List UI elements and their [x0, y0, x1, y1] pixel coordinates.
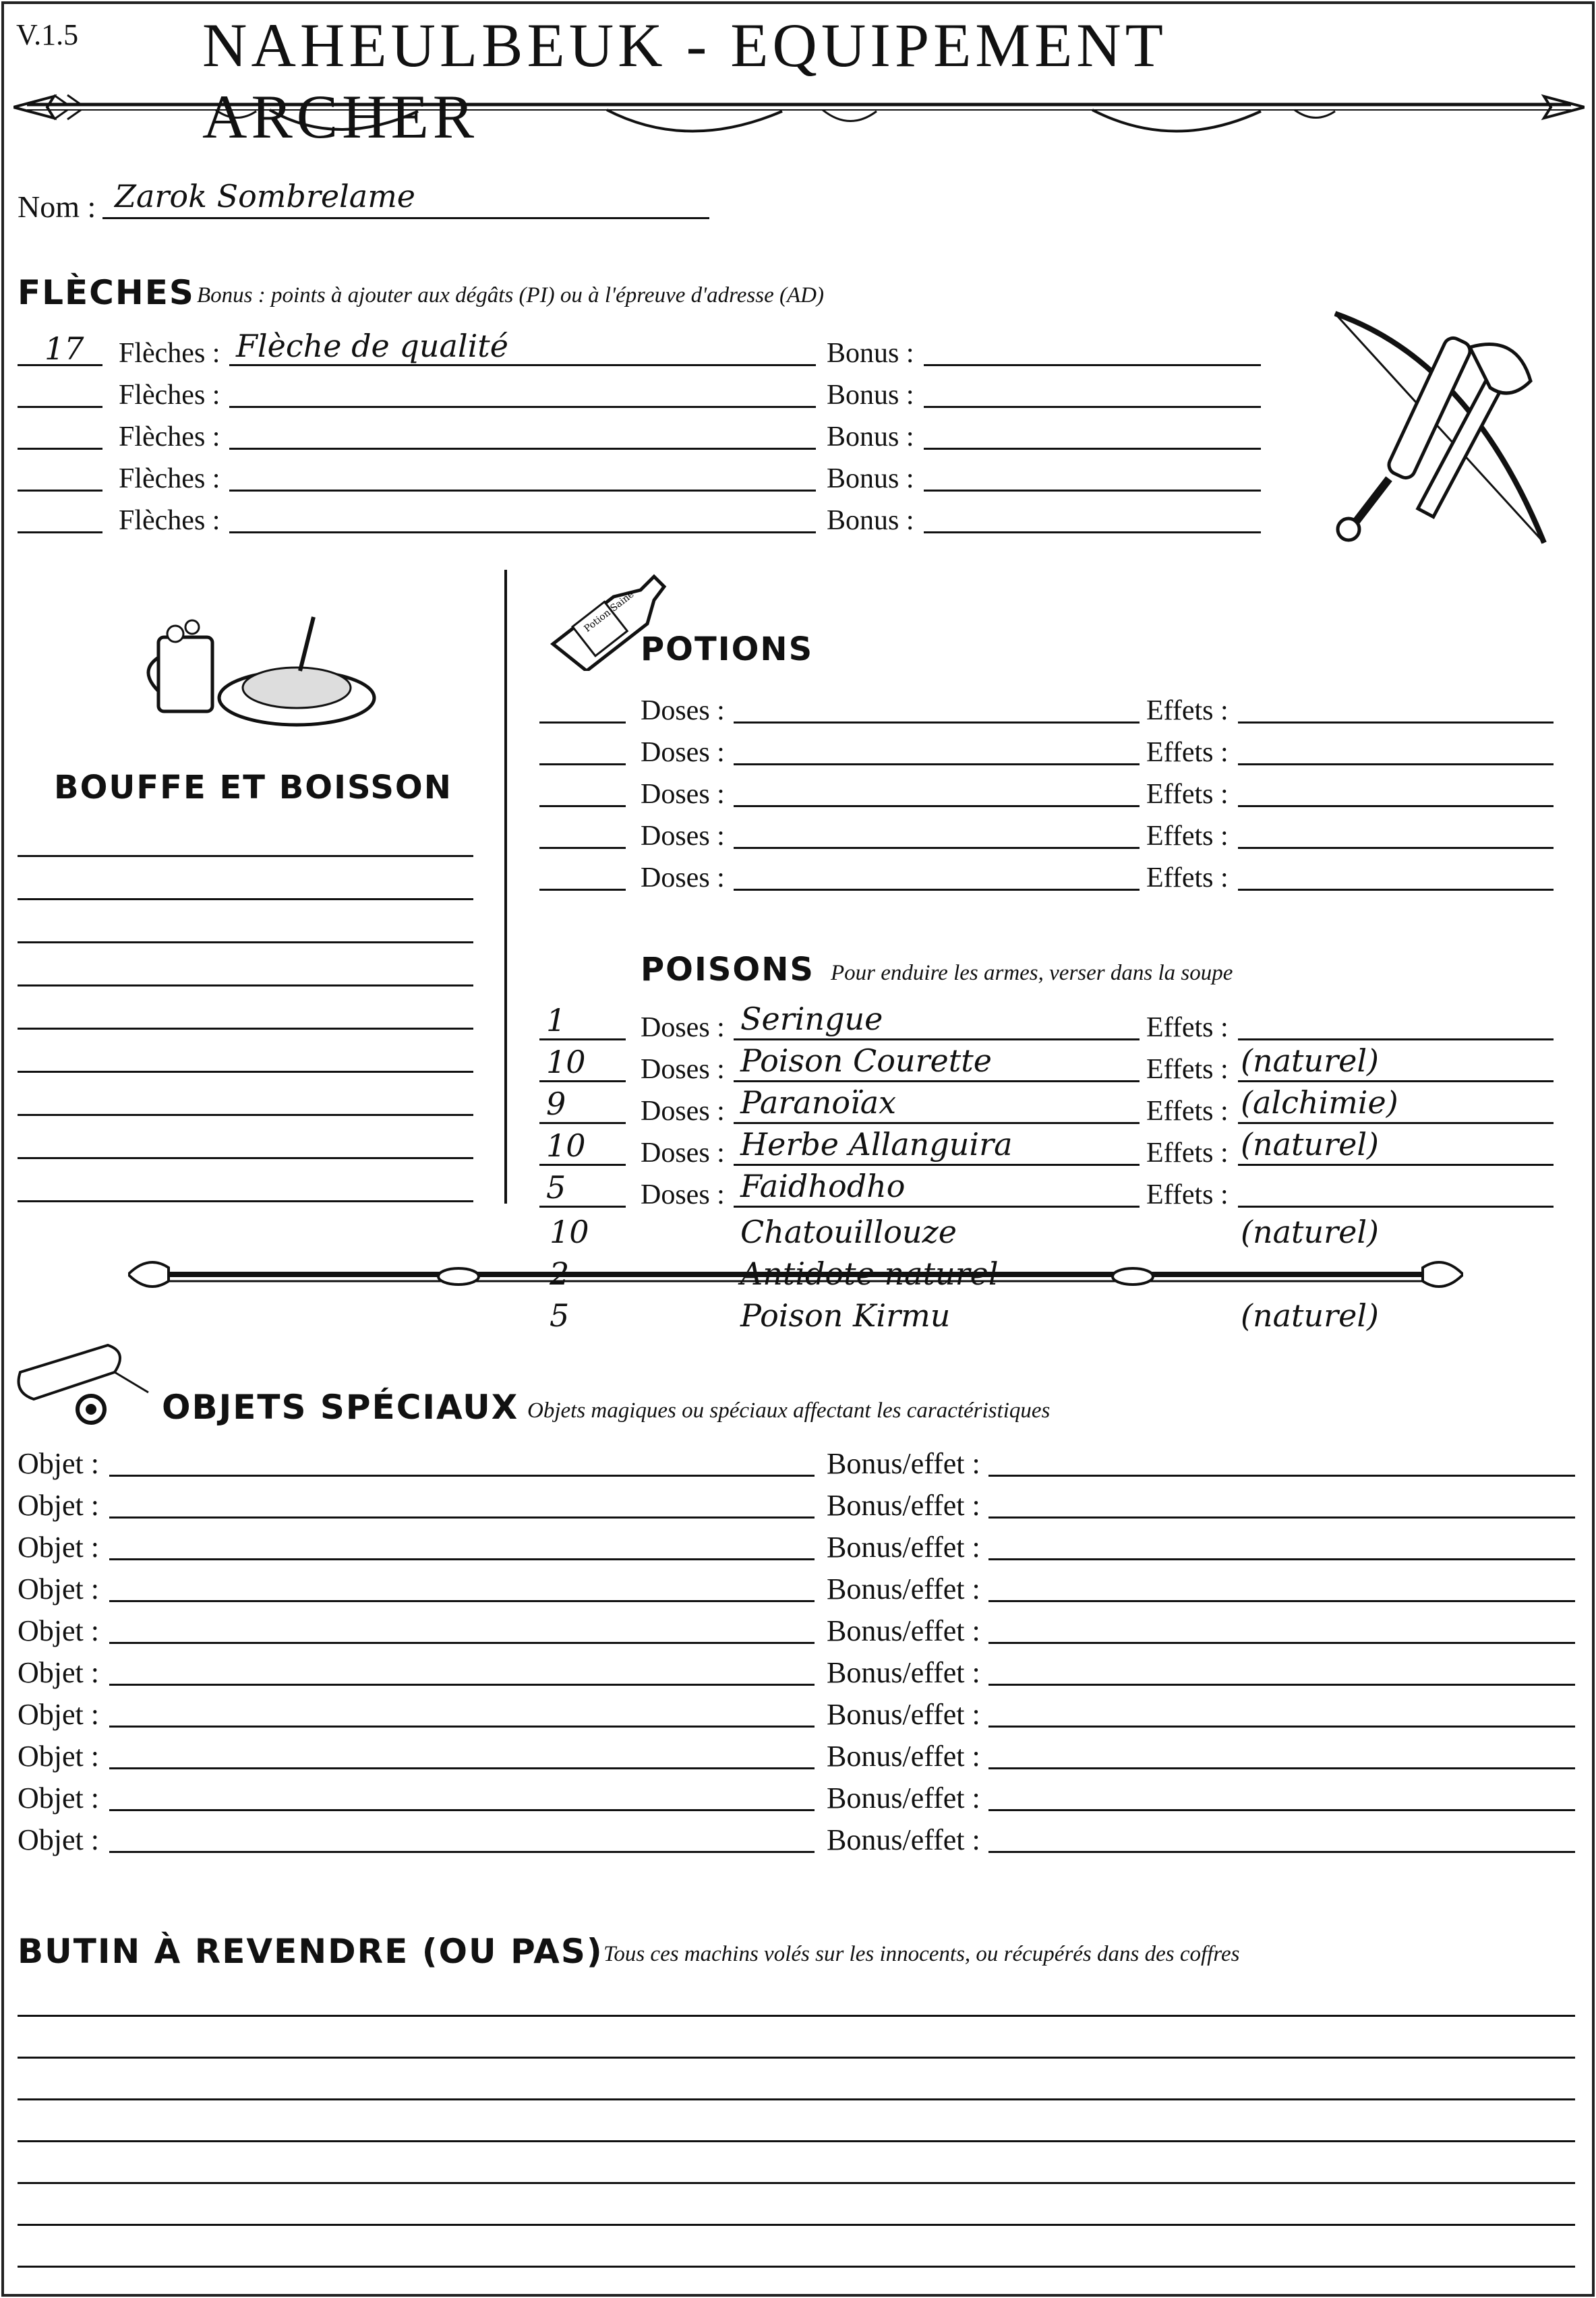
fleches-bonus-line: [924, 531, 1261, 533]
poison-dose[interactable]: Seringue: [740, 1001, 883, 1037]
poison-doses-label: Doses :: [641, 1054, 725, 1085]
objet-bonus-label: Bonus/effet :: [827, 1531, 980, 1564]
objet-line[interactable]: [109, 1558, 815, 1560]
potion-effet-line: [1238, 721, 1554, 724]
scroll-ring-illustration: [13, 1338, 155, 1433]
potion-dose-line: [734, 889, 1140, 891]
objet-bonus-label: Bonus/effet :: [827, 1656, 980, 1689]
fleches-note: Bonus : points à ajouter aux dégâts (PI) ou à l'épreuve d'adresse (AD): [197, 283, 824, 307]
objet-label: Objet :: [18, 1698, 99, 1731]
potion-effets-label: Effets :: [1146, 737, 1229, 768]
butin-title: BUTIN À REVENDRE (OU PAS): [18, 1932, 603, 1971]
objet-bonus-label: Bonus/effet :: [827, 1447, 980, 1480]
objet-line[interactable]: [109, 1809, 815, 1811]
objet-bonus-line[interactable]: [988, 1767, 1575, 1769]
bouffe-line[interactable]: [18, 1114, 473, 1116]
objet-bonus-line[interactable]: [988, 1475, 1575, 1477]
arrow-banner-illustration: [13, 84, 1585, 152]
poison-effet[interactable]: (alchimie): [1241, 1084, 1398, 1121]
page-title: NAHEULBEUK - EQUIPEMENT ARCHER: [202, 11, 1166, 151]
objet-line[interactable]: [109, 1475, 815, 1477]
potion-dose-line: [734, 847, 1140, 849]
fleches-bonus-label: Bonus :: [827, 380, 914, 411]
objet-label: Objet :: [18, 1823, 99, 1856]
potion-qty-line: [539, 847, 626, 849]
bouffe-line[interactable]: [18, 941, 473, 943]
objet-line[interactable]: [109, 1600, 815, 1602]
nom-label: Nom :: [18, 189, 96, 224]
food-drink-illustration: [138, 603, 381, 738]
poison-qty-line: [539, 1038, 626, 1040]
fleches-qty-line: [18, 490, 102, 492]
objet-bonus-label: Bonus/effet :: [827, 1698, 980, 1731]
poison-extra-effet[interactable]: (naturel): [1241, 1214, 1379, 1250]
fleches-name-line: [229, 406, 816, 408]
objet-bonus-label: Bonus/effet :: [827, 1489, 980, 1522]
objets-title: OBJETS SPÉCIAUX: [162, 1388, 519, 1427]
fleches-qty-line: [18, 406, 102, 408]
objet-line[interactable]: [109, 1851, 815, 1853]
poison-extra-qty[interactable]: 2: [550, 1256, 570, 1292]
butin-line[interactable]: [18, 2057, 1575, 2059]
objet-label: Objet :: [18, 1614, 99, 1647]
potion-dose-line: [734, 805, 1140, 807]
potion-effets-label: Effets :: [1146, 821, 1229, 852]
poison-qty[interactable]: 1: [546, 1002, 566, 1038]
poison-qty-line: [539, 1206, 626, 1208]
poison-extra-dose[interactable]: Chatouillouze: [740, 1214, 957, 1250]
butin-line[interactable]: [18, 2098, 1575, 2100]
poison-qty-line: [539, 1122, 626, 1124]
poison-dose[interactable]: Paranoïax: [740, 1084, 897, 1121]
poison-doses-label: Doses :: [641, 1012, 725, 1043]
fleches-name-line: [229, 490, 816, 492]
potions-title: POTIONS: [641, 630, 814, 668]
poison-effet-line: [1238, 1164, 1554, 1166]
poison-dose[interactable]: Faidhodho: [740, 1168, 906, 1204]
fleches-bonus-label: Bonus :: [827, 463, 914, 494]
objet-bonus-line[interactable]: [988, 1558, 1575, 1560]
butin-line[interactable]: [18, 2266, 1575, 2268]
nom-value[interactable]: Zarok Sombrelame: [115, 178, 416, 214]
fleches-bonus-line: [924, 364, 1261, 366]
bouffe-title: BOUFFE ET BOISSON: [54, 769, 452, 806]
bouffe-line[interactable]: [18, 1157, 473, 1159]
potion-effet-line: [1238, 763, 1554, 765]
poisons-note: Pour enduire les armes, verser dans la soupe: [831, 961, 1233, 985]
poison-doses-label: Doses :: [641, 1138, 725, 1169]
potion-doses-label: Doses :: [641, 821, 725, 852]
poison-effet[interactable]: (naturel): [1241, 1042, 1379, 1079]
butin-line[interactable]: [18, 2140, 1575, 2142]
poison-extra-qty[interactable]: 5: [550, 1297, 570, 1334]
poison-effet-line: [1238, 1080, 1554, 1082]
objet-bonus-label: Bonus/effet :: [827, 1823, 980, 1856]
objet-line[interactable]: [109, 1684, 815, 1686]
bouffe-line[interactable]: [18, 984, 473, 986]
potion-dose-line: [734, 763, 1140, 765]
poison-qty-line: [539, 1164, 626, 1166]
objet-bonus-label: Bonus/effet :: [827, 1781, 980, 1815]
fleches-name-line: [229, 364, 816, 366]
objet-label: Objet :: [18, 1447, 99, 1480]
fleches-name-line: [229, 531, 816, 533]
potion-qty-line: [539, 889, 626, 891]
weapons-illustration: [1315, 307, 1571, 556]
potion-qty-line: [539, 805, 626, 807]
potion-qty-line: [539, 763, 626, 765]
potion-doses-label: Doses :: [641, 779, 725, 810]
poison-doses-label: Doses :: [641, 1179, 725, 1210]
poison-qty-line: [539, 1080, 626, 1082]
potion-effets-label: Effets :: [1146, 862, 1229, 893]
poison-effets-label: Effets :: [1146, 1054, 1229, 1085]
butin-line[interactable]: [18, 2224, 1575, 2226]
potion-dose-line: [734, 721, 1140, 724]
poison-extra-qty[interactable]: 10: [550, 1214, 589, 1250]
bouffe-line[interactable]: [18, 1200, 473, 1202]
objet-bonus-line[interactable]: [988, 1726, 1575, 1728]
poison-dose[interactable]: Poison Courette: [740, 1042, 992, 1079]
fleches-qty-line: [18, 448, 102, 450]
fleches-title: FLÈCHES: [18, 273, 195, 312]
objet-bonus-label: Bonus/effet :: [827, 1572, 980, 1605]
fleches-bonus-line: [924, 448, 1261, 450]
potion-bottle-label: Potion Saine: [582, 589, 637, 635]
poison-extra-dose[interactable]: Antidote naturel: [740, 1256, 999, 1292]
poison-effet-line: [1238, 1206, 1554, 1208]
poison-dose-line: [734, 1206, 1140, 1208]
objet-bonus-line[interactable]: [988, 1600, 1575, 1602]
bouffe-line[interactable]: [18, 1028, 473, 1030]
objet-line[interactable]: [109, 1726, 815, 1728]
fleches-bonus-label: Bonus :: [827, 505, 914, 536]
poison-qty[interactable]: 5: [546, 1169, 566, 1206]
version-label: V.1.5: [16, 18, 79, 51]
poison-effets-label: Effets :: [1146, 1138, 1229, 1169]
nom-underline: [102, 217, 709, 219]
poison-effet-line: [1238, 1122, 1554, 1124]
objet-label: Objet :: [18, 1489, 99, 1522]
poison-dose-line: [734, 1164, 1140, 1166]
fleches-label: Flèches :: [119, 421, 220, 452]
potion-effet-line: [1238, 805, 1554, 807]
fleches-bonus-label: Bonus :: [827, 338, 914, 369]
objet-bonus-line[interactable]: [988, 1684, 1575, 1686]
objet-label: Objet :: [18, 1656, 99, 1689]
fleches-name[interactable]: Flèche de qualité: [236, 328, 509, 364]
potion-effets-label: Effets :: [1146, 779, 1229, 810]
butin-note: Tous ces machins volés sur les innocents, ou récupérés dans des coffres: [603, 1942, 1240, 1966]
potion-effets-label: Effets :: [1146, 695, 1229, 726]
objet-bonus-label: Bonus/effet :: [827, 1614, 980, 1647]
fleches-label: Flèches :: [119, 463, 220, 494]
fleches-label: Flèches :: [119, 338, 220, 369]
potion-qty-line: [539, 721, 626, 724]
poison-qty[interactable]: 9: [546, 1086, 566, 1122]
butin-line[interactable]: [18, 2015, 1575, 2017]
objet-line[interactable]: [109, 1516, 815, 1519]
poison-effets-label: Effets :: [1146, 1179, 1229, 1210]
fleches-bonus-line: [924, 406, 1261, 408]
objet-line[interactable]: [109, 1767, 815, 1769]
poison-effets-label: Effets :: [1146, 1012, 1229, 1043]
poison-effet-line: [1238, 1038, 1554, 1040]
poison-doses-label: Doses :: [641, 1096, 725, 1127]
poison-effets-label: Effets :: [1146, 1096, 1229, 1127]
objet-label: Objet :: [18, 1531, 99, 1564]
objet-label: Objet :: [18, 1740, 99, 1773]
potion-doses-label: Doses :: [641, 695, 725, 726]
bouffe-line[interactable]: [18, 1071, 473, 1073]
poison-extra-dose[interactable]: Poison Kirmu: [740, 1297, 951, 1334]
fleches-bonus-line: [924, 490, 1261, 492]
objets-note: Objets magiques ou spéciaux affectant les caractéristiques: [527, 1398, 1051, 1423]
potion-doses-label: Doses :: [641, 737, 725, 768]
poisons-title: POISONS: [641, 951, 815, 989]
objet-bonus-line[interactable]: [988, 1809, 1575, 1811]
objet-bonus-line[interactable]: [988, 1516, 1575, 1519]
fleches-label: Flèches :: [119, 505, 220, 536]
objet-bonus-line[interactable]: [988, 1851, 1575, 1853]
potion-effet-line: [1238, 847, 1554, 849]
poison-extra-effet[interactable]: (naturel): [1241, 1297, 1379, 1334]
poison-dose[interactable]: Herbe Allanguira: [740, 1126, 1013, 1162]
fleches-qty-line: [18, 531, 102, 533]
objet-line[interactable]: [109, 1642, 815, 1644]
fleches-bonus-label: Bonus :: [827, 421, 914, 452]
fleches-qty[interactable]: 17: [45, 330, 84, 367]
fleches-label: Flèches :: [119, 380, 220, 411]
bouffe-line[interactable]: [18, 855, 473, 857]
potion-doses-label: Doses :: [641, 862, 725, 893]
poison-qty[interactable]: 10: [546, 1044, 586, 1080]
objet-bonus-label: Bonus/effet :: [827, 1740, 980, 1773]
poison-effet[interactable]: (naturel): [1241, 1126, 1379, 1162]
fleches-name-line: [229, 448, 816, 450]
objet-bonus-line[interactable]: [988, 1642, 1575, 1644]
poison-dose-line: [734, 1038, 1140, 1040]
objet-label: Objet :: [18, 1781, 99, 1815]
poison-dose-line: [734, 1122, 1140, 1124]
potion-effet-line: [1238, 889, 1554, 891]
column-divider: [504, 570, 507, 1204]
objet-label: Objet :: [18, 1572, 99, 1605]
poison-qty[interactable]: 10: [546, 1127, 586, 1164]
bouffe-line[interactable]: [18, 898, 473, 900]
butin-line[interactable]: [18, 2182, 1575, 2184]
poison-dose-line: [734, 1080, 1140, 1082]
